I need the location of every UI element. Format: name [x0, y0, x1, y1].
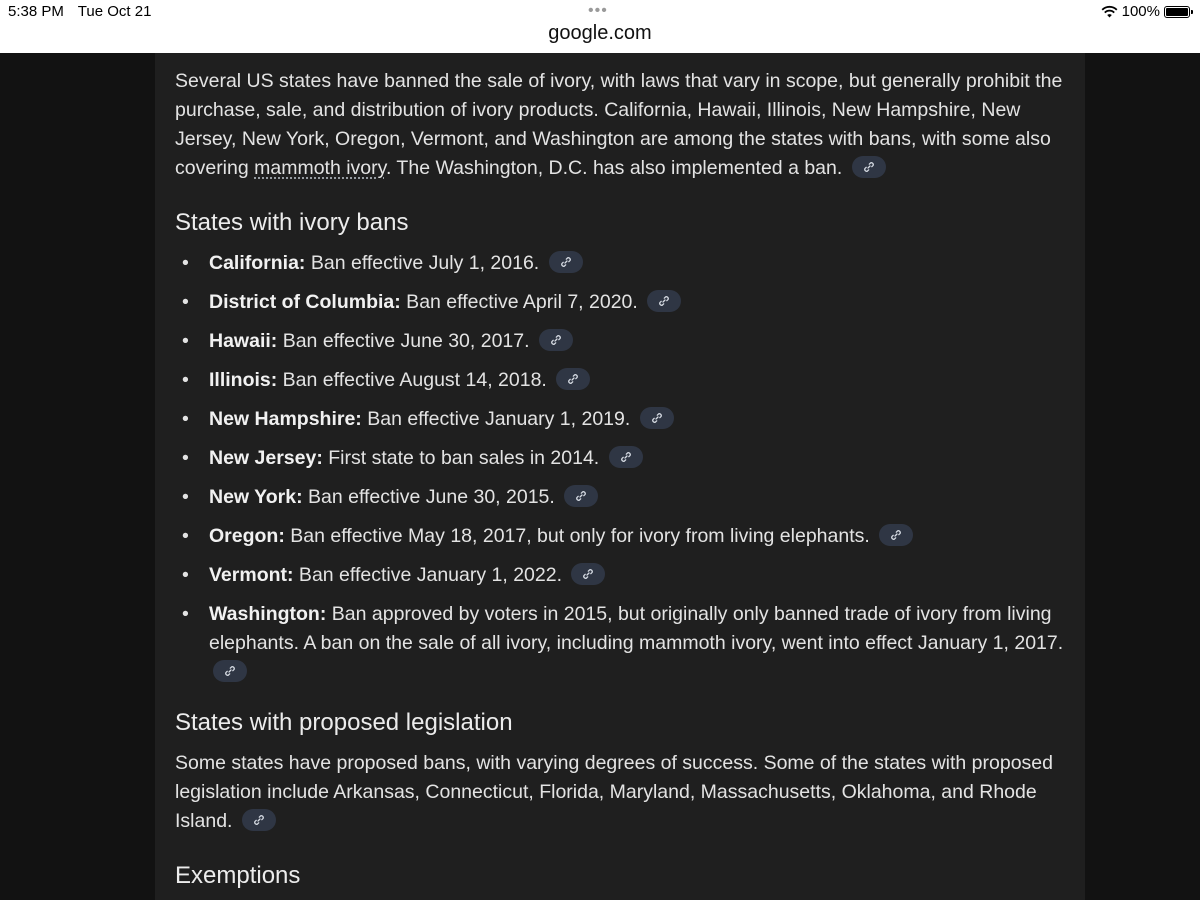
- list-item: [175, 327, 1065, 356]
- list-item: [175, 366, 1065, 395]
- list-item: [175, 288, 1065, 317]
- link-icon: [890, 529, 902, 541]
- source-link-button[interactable]: [647, 290, 681, 312]
- source-link-button[interactable]: [539, 329, 573, 351]
- link-icon: [560, 256, 572, 268]
- source-link-button[interactable]: [571, 563, 605, 585]
- bullet: •: [182, 252, 189, 274]
- state-detail: Ban effective January 1, 2022.: [293, 564, 563, 586]
- source-link-button[interactable]: [556, 368, 590, 390]
- link-icon: [582, 568, 594, 580]
- battery-icon: [1164, 6, 1190, 18]
- bullet: •: [182, 291, 189, 313]
- left-margin: [0, 53, 155, 900]
- mammoth-ivory-link[interactable]: mammoth ivory: [254, 157, 386, 179]
- state-detail: Ban effective April 7, 2020.: [400, 291, 638, 313]
- bullet: •: [182, 408, 189, 430]
- state-name: Washington:: [209, 603, 327, 625]
- intro-text: Several US states have banned the sale of ivory, with laws that vary in scope, but generally prohibit the purchase, sale, and distribution of ivory products. California, Hawaii, Illinois, New Hampshire, New Jersey, New York, Oregon, Vermont, and Washington are among the states with bans, with some also covering: [175, 70, 1063, 179]
- source-link-button[interactable]: [242, 809, 276, 831]
- more-dots-icon[interactable]: •••: [588, 2, 608, 19]
- state-name: District of Columbia:: [209, 291, 401, 313]
- bullet: •: [182, 369, 189, 391]
- source-link-button[interactable]: [609, 446, 643, 468]
- proposed-text: Some states have proposed bans, with varying degrees of success. Some of the states with proposed legislation include Arkansas, Connecticut, Florida, Maryland, Massachusetts, Oklahoma, and Rhode Island.: [175, 752, 1053, 832]
- state-detail: Ban effective July 1, 2016.: [305, 252, 540, 274]
- list-item: [175, 522, 1065, 551]
- state-name: New Jersey:: [209, 447, 323, 469]
- link-icon: [863, 161, 875, 173]
- link-icon: [253, 814, 265, 826]
- bullet: •: [182, 447, 189, 469]
- source-link-button[interactable]: [879, 524, 913, 546]
- list-item: [175, 444, 1065, 473]
- list-item: [175, 405, 1065, 434]
- status-bar-right: [1101, 3, 1190, 20]
- state-detail: Ban effective May 18, 2017, but only for ivory from living elephants.: [284, 525, 870, 547]
- list-item: [175, 600, 1065, 687]
- status-date: Tue Oct 21: [77, 3, 152, 20]
- state-name: Hawaii:: [209, 330, 278, 352]
- source-link-button[interactable]: [640, 407, 674, 429]
- link-icon: [620, 451, 632, 463]
- source-link-button[interactable]: [564, 485, 598, 507]
- bans-list: [175, 249, 1065, 687]
- state-detail: Ban approved by voters in 2015, but originally only banned trade of ivory from living elephants. A ban on the sale of all ivory, including mammoth ivory, went into effect January 1, 2017.: [209, 603, 1064, 654]
- state-name: Illinois:: [209, 369, 278, 391]
- list-item: [175, 483, 1065, 512]
- status-time: 5:38 PM: [8, 3, 64, 20]
- status-bar-left: [8, 3, 161, 20]
- wifi-icon: [1101, 5, 1118, 18]
- ai-overview-content: [155, 53, 1085, 900]
- link-icon: [550, 334, 562, 346]
- intro-paragraph: [175, 67, 1065, 183]
- exemptions-heading: Exemptions: [175, 862, 301, 889]
- bans-heading: States with ivory bans: [175, 209, 409, 236]
- bullet: •: [182, 330, 189, 352]
- source-link-button[interactable]: [549, 251, 583, 273]
- source-link-button[interactable]: [852, 156, 886, 178]
- proposed-heading: States with proposed legislation: [175, 709, 513, 736]
- bullet: •: [182, 486, 189, 508]
- state-name: Vermont:: [209, 564, 294, 586]
- state-name: New Hampshire:: [209, 408, 362, 430]
- link-icon: [658, 295, 670, 307]
- battery-percent: 100%: [1121, 3, 1160, 20]
- link-icon: [567, 373, 579, 385]
- source-link-button[interactable]: [213, 660, 247, 682]
- address-bar-url[interactable]: google.com: [548, 22, 652, 44]
- link-icon: [575, 490, 587, 502]
- list-item: [175, 249, 1065, 278]
- state-detail: First state to ban sales in 2014.: [322, 447, 600, 469]
- state-detail: Ban effective August 14, 2018.: [277, 369, 547, 391]
- right-margin: [1085, 53, 1200, 900]
- bullet: •: [182, 603, 189, 625]
- link-icon: [651, 412, 663, 424]
- link-icon: [224, 665, 236, 677]
- state-detail: Ban effective January 1, 2019.: [361, 408, 631, 430]
- bullet: •: [182, 564, 189, 586]
- state-name: New York:: [209, 486, 303, 508]
- proposed-paragraph: [175, 749, 1065, 836]
- intro-text-end: . The Washington, D.C. has also implemented a ban.: [385, 157, 843, 179]
- bullet: •: [182, 525, 189, 547]
- state-detail: Ban effective June 30, 2017.: [277, 330, 530, 352]
- state-detail: Ban effective June 30, 2015.: [302, 486, 555, 508]
- state-name: Oregon:: [209, 525, 285, 547]
- list-item: [175, 561, 1065, 590]
- state-name: California:: [209, 252, 306, 274]
- browser-top-bar: [0, 0, 1200, 53]
